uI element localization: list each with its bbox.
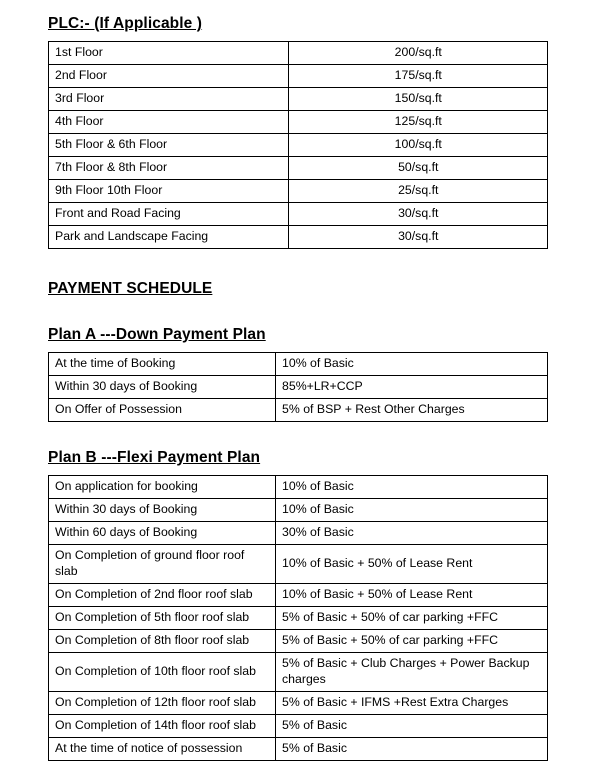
plan-a-row-value: 10% of Basic	[276, 352, 548, 375]
plan-a-row-label: Within 30 days of Booking	[49, 375, 276, 398]
table-row	[49, 42, 548, 65]
plan-b-row-label: Within 60 days of Booking	[49, 522, 276, 545]
plan-b-row-value: 10% of Basic + 50% of Lease Rent	[276, 584, 548, 607]
table-row	[49, 65, 548, 88]
plan-a-row-label: On Offer of Possession	[49, 398, 276, 421]
plan-b-row-value: 10% of Basic	[276, 476, 548, 499]
plc-row-label: Park and Landscape Facing	[49, 226, 289, 249]
payment-schedule-title: PAYMENT SCHEDULE	[48, 280, 213, 298]
plan-b-table	[48, 475, 548, 761]
plan-b-row-value: 10% of Basic + 50% of Lease Rent	[276, 545, 548, 584]
plan-b-row-label: On Completion of 2nd floor roof slab	[49, 584, 276, 607]
plan-b-row-label: Within 30 days of Booking	[49, 499, 276, 522]
table-row	[49, 180, 548, 203]
plc-table-body	[49, 42, 548, 249]
plc-row-value: 50/sq.ft	[288, 157, 547, 180]
table-row	[49, 653, 548, 692]
plc-row-value: 30/sq.ft	[288, 203, 547, 226]
plc-row-label: 4th Floor	[49, 111, 289, 134]
table-row	[49, 88, 548, 111]
plan-a-row-value: 5% of BSP + Rest Other Charges	[276, 398, 548, 421]
plan-a-table-body	[49, 352, 548, 421]
table-row	[49, 545, 548, 584]
table-row	[49, 584, 548, 607]
table-row	[49, 226, 548, 249]
plan-b-row-value: 10% of Basic	[276, 499, 548, 522]
table-row	[49, 607, 548, 630]
plan-a-row-label: At the time of Booking	[49, 352, 276, 375]
plan-a-row-value: 85%+LR+CCP	[276, 375, 548, 398]
plan-b-row-label: On application for booking	[49, 476, 276, 499]
plc-row-label: 2nd Floor	[49, 65, 289, 88]
table-row	[49, 157, 548, 180]
table-row	[49, 203, 548, 226]
plc-row-value: 200/sq.ft	[288, 42, 547, 65]
plc-row-label: 7th Floor & 8th Floor	[49, 157, 289, 180]
plc-row-value: 100/sq.ft	[288, 134, 547, 157]
plan-a-table	[48, 352, 548, 422]
plan-b-row-label: On Completion of 8th floor roof slab	[49, 630, 276, 653]
plan-a-title: Plan A ---Down Payment Plan	[48, 325, 266, 343]
plan-b-row-value: 5% of Basic	[276, 738, 548, 761]
plc-row-value: 25/sq.ft	[288, 180, 547, 203]
plan-b-row-label: On Completion of ground floor roof slab	[49, 545, 276, 584]
table-row	[49, 476, 548, 499]
plan-b-row-value: 5% of Basic	[276, 715, 548, 738]
table-row	[49, 111, 548, 134]
plc-row-label: Front and Road Facing	[49, 203, 289, 226]
table-row	[49, 692, 548, 715]
table-row	[49, 352, 548, 375]
table-row	[49, 738, 548, 761]
plan-b-row-value: 30% of Basic	[276, 522, 548, 545]
plan-b-row-value: 5% of Basic + IFMS +Rest Extra Charges	[276, 692, 548, 715]
plc-row-label: 3rd Floor	[49, 88, 289, 111]
plan-b-row-value: 5% of Basic + 50% of car parking +FFC	[276, 630, 548, 653]
plan-b-row-value: 5% of Basic + 50% of car parking +FFC	[276, 607, 548, 630]
table-row	[49, 375, 548, 398]
table-row	[49, 630, 548, 653]
plc-row-value: 150/sq.ft	[288, 88, 547, 111]
plc-row-label: 5th Floor & 6th Floor	[49, 134, 289, 157]
plan-b-row-label: On Completion of 14th floor roof slab	[49, 715, 276, 738]
table-row	[49, 398, 548, 421]
plan-b-row-label: On Completion of 12th floor roof slab	[49, 692, 276, 715]
plan-b-row-label: On Completion of 5th floor roof slab	[49, 607, 276, 630]
table-row	[49, 134, 548, 157]
plc-table	[48, 41, 548, 249]
plan-b-row-label: On Completion of 10th floor roof slab	[49, 653, 276, 692]
plc-row-value: 30/sq.ft	[288, 226, 547, 249]
plan-b-row-value: 5% of Basic + Club Charges + Power Backup charges	[276, 653, 548, 692]
plc-row-value: 125/sq.ft	[288, 111, 547, 134]
table-row	[49, 499, 548, 522]
plan-b-row-label: At the time of notice of possession	[49, 738, 276, 761]
plan-b-table-body	[49, 476, 548, 761]
plc-row-label: 9th Floor 10th Floor	[49, 180, 289, 203]
table-row	[49, 522, 548, 545]
table-row	[49, 715, 548, 738]
plc-row-label: 1st Floor	[49, 42, 289, 65]
plc-section-title: PLC:- (If Applicable )	[48, 15, 203, 32]
plan-b-title: Plan B ---Flexi Payment Plan	[48, 448, 261, 466]
plc-row-value: 175/sq.ft	[288, 65, 547, 88]
